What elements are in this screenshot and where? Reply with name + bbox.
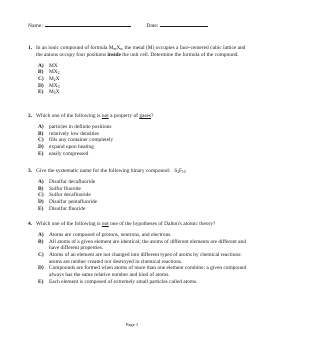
- question-number: 2.: [28, 113, 33, 119]
- date-label: Date:: [146, 23, 159, 29]
- answer-options: [38, 179, 248, 213]
- question-number: 4.: [28, 221, 33, 227]
- option-d[interactable]: D) Disulfur pentafluoride: [38, 198, 98, 205]
- emphasis-inside: inside: [107, 51, 121, 58]
- option-b[interactable]: B) Sulfur fluoride: [38, 185, 81, 192]
- answer-options: [38, 124, 248, 158]
- question-text: Which one of the following is not a property of gases?: [36, 113, 154, 119]
- option-e[interactable]: E) easily compressed: [38, 150, 89, 157]
- option-text: MX: [49, 62, 58, 69]
- question-number: 3.: [28, 168, 33, 174]
- option-e[interactable]: E) $M_3X$: [38, 89, 248, 96]
- option-text: $MX_3$: [49, 82, 60, 89]
- option-e[interactable]: E) Disulfur fluoride: [38, 205, 86, 212]
- option-c[interactable]: C) $M_2X$: [38, 76, 248, 83]
- option-b[interactable]: B) $MX_2$: [38, 69, 248, 76]
- page-number: Page 1: [125, 322, 139, 327]
- question-text: Which one of the following is not one of the hypotheses of Dalton's atomic theory?: [36, 221, 216, 227]
- option-d[interactable]: D) expand upon heating: [38, 143, 94, 150]
- option-b[interactable]: B) relatively low densities: [38, 130, 100, 137]
- question-4: [28, 221, 248, 285]
- date-blank[interactable]: [160, 21, 208, 27]
- option-a[interactable]: A) Disulfur decafluoride: [38, 178, 96, 185]
- formula: $S_2F_{10}$: [174, 168, 186, 174]
- option-d[interactable]: D) $MX_3$: [38, 83, 248, 90]
- name-blank[interactable]: [45, 21, 131, 27]
- option-e[interactable]: E) Each element is composed of extremely small particles called atoms.: [38, 278, 198, 285]
- option-a[interactable]: A) MX: [38, 63, 248, 70]
- option-a[interactable]: A) particles in definite positions: [38, 123, 112, 130]
- header: [28, 21, 244, 29]
- option-b[interactable]: B) All atoms of a given element are identical; the atoms of different elements are different and have different properties.: [38, 238, 246, 252]
- option-c[interactable]: C) fills any container completely: [38, 137, 114, 144]
- question-text: Give the systematic name for the following binary compound: $S_2F_{10}$: [36, 168, 186, 174]
- option-a[interactable]: A) Atoms are composed of protons, neutrons, and electrons.: [38, 231, 172, 238]
- question-3: [28, 168, 248, 212]
- question-text: In an ionic compound of formula $M_mX_n$, the metal (M) occupies a face-centered cubic lattice and the anions occupy four positions inside the unit cell. Determine the formula of the compound.: [36, 45, 246, 58]
- option-text: $MX_2$: [49, 69, 60, 76]
- option-c[interactable]: C) Atoms of an element are not changed into different types of atoms by chemical reactions: atoms are neither created nor destroyed in chemical reactions.: [38, 251, 242, 265]
- question-number: 1.: [28, 45, 33, 51]
- option-text: $M_2X$: [49, 76, 60, 82]
- option-c[interactable]: C) Sulfur decafluoride: [38, 192, 91, 199]
- answer-options: [38, 232, 248, 286]
- option-d[interactable]: D) Compounds are formed when atoms of more than one element combine; a given compound always has the same relative number and kind of atoms.: [38, 265, 247, 279]
- question-1: [28, 45, 248, 96]
- option-text: $M_3X$: [49, 89, 60, 96]
- question-2: [28, 113, 248, 157]
- answer-options: [38, 63, 248, 97]
- name-label: Name:: [28, 23, 43, 29]
